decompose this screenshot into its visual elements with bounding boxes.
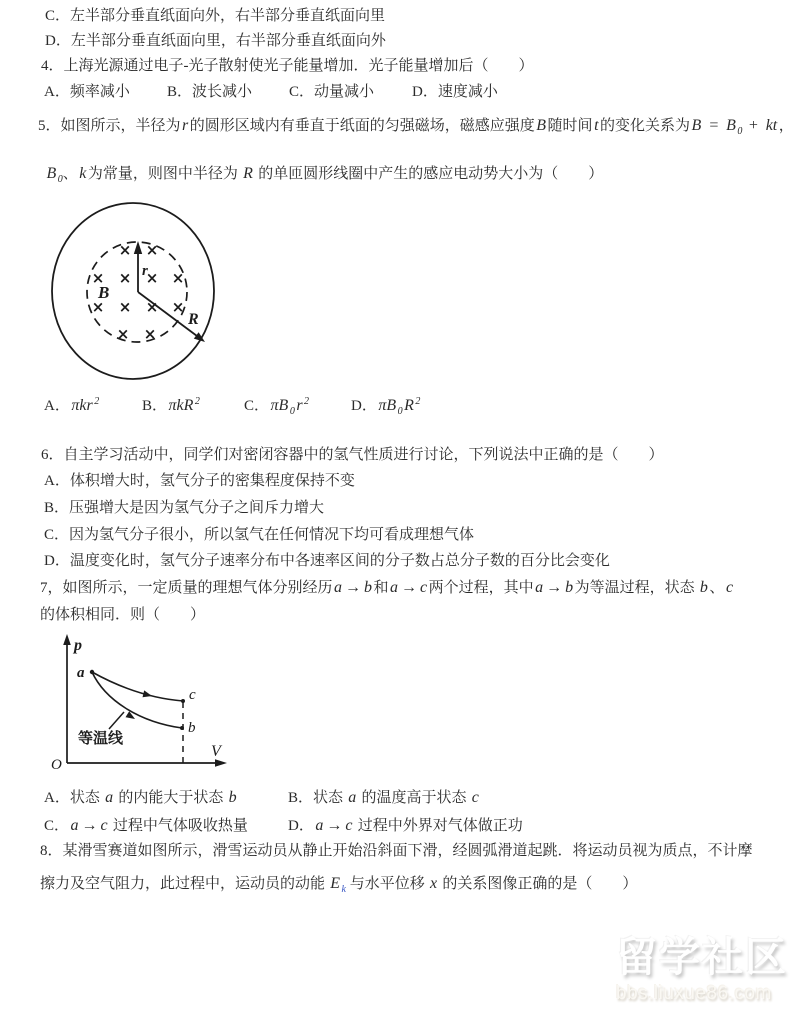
state-label-b: b xyxy=(188,720,196,736)
pv-diagram xyxy=(45,630,240,772)
question7-stem-line1: 7，如图所示，一定质量的理想气体分别经历a → b 和a → c 两个过程，其中a → b 为等温过程，状态 b 、c xyxy=(40,579,734,596)
cross-icon: × xyxy=(118,298,132,316)
arrowhead-a-to-c xyxy=(143,690,153,697)
cross-icon: × xyxy=(91,298,105,316)
question5-option-b: B．πkR $^2$ xyxy=(142,396,200,414)
cross-icon: × xyxy=(145,241,159,259)
question6-option-a: A．体积增大时，氢气分子的密集程度保持不变 xyxy=(44,473,355,489)
cross-icon: × xyxy=(143,325,157,343)
cross-icon: × xyxy=(118,269,132,287)
question7-option-a: A．状态 a 的内能大于状态 b xyxy=(44,789,237,806)
question4-option-c: C．动量减小 xyxy=(289,84,375,100)
question6-option-b: B．压强增大是因为氢气分子之间斥力增大 xyxy=(44,500,325,516)
question5-option-a: A．πkr $^2$ xyxy=(44,396,100,414)
pressure-axis xyxy=(63,634,71,763)
pressure-axis-label: p xyxy=(74,637,82,654)
volume-axis-label: V xyxy=(211,743,221,760)
radius-label-r: r xyxy=(142,263,148,279)
magnetic-field-diagram xyxy=(48,196,220,386)
state-point-b xyxy=(180,726,184,730)
cross-icon: × xyxy=(116,325,130,343)
question5-stem-line1: 5．如图所示，半径为r 的圆形区域内有垂直于纸面的匀强磁场，磁感应强度B 随时间t 的变化关系为B = B $_0$ + kt ， xyxy=(38,117,794,137)
question4-option-b: B．波长减小 xyxy=(167,84,253,100)
isotherm-pointer-line xyxy=(109,712,124,729)
question6-stem: 6．自主学习活动中，同学们对密闭容器中的氢气性质进行讨论，下列说法中正确的是（ ） xyxy=(41,447,664,463)
question6-option-c: C．因为氢气分子很小，所以氢气在任何情况下均可看成理想气体 xyxy=(44,527,475,543)
volume-axis xyxy=(67,759,227,767)
question7-option-b: B．状态 a 的温度高于状态 c xyxy=(288,789,479,806)
cross-icon: × xyxy=(118,241,132,259)
question3-option-c: C．左半部分垂直纸面向外，右半部分垂直纸面向里 xyxy=(45,8,386,24)
watermark-site-name: 留学社区 xyxy=(616,934,788,980)
question5-option-c: C．πB $_0$r $^2$ xyxy=(244,396,310,417)
isotherm-label: 等温线 xyxy=(78,731,124,747)
question8-stem-line2: 擦力及空气阻力，此过程中，运动员的动能 E $_k$ 与水平位移 x 的关系图像正确的是（ ） xyxy=(40,875,638,895)
cross-icon: × xyxy=(145,269,159,287)
coil-outer-circle xyxy=(52,203,214,379)
cross-icon: × xyxy=(171,298,185,316)
question6-option-d: D．温度变化时，氢气分子速率分布中各速率区间的分子数占总分子数的百分比会变化 xyxy=(44,553,610,569)
state-point-a xyxy=(90,670,94,674)
question7-stem-line2: 的体积相同．则（ ） xyxy=(40,607,206,623)
process-curve-a-to-c xyxy=(92,672,183,701)
question7-option-c: C．a → c 过程中气体吸收热量 xyxy=(44,817,248,834)
cross-icon: × xyxy=(145,298,159,316)
cross-icon: × xyxy=(171,269,185,287)
site-watermark xyxy=(616,932,806,1005)
question4-stem: 4．上海光源通过电子-光子散射使光子能量增加．光子能量增加后（ ） xyxy=(41,58,534,74)
question7-option-d: D．a → c 过程中外界对气体做正功 xyxy=(288,817,523,834)
field-label-B: B xyxy=(98,283,110,302)
cross-icon: × xyxy=(91,269,105,287)
inner-radius-arrow xyxy=(134,241,142,292)
state-point-c xyxy=(181,699,185,703)
question4-option-d: D．速度减小 xyxy=(412,84,498,100)
radius-label-R: R xyxy=(188,311,199,328)
watermark-site-url: bbs.liuxue86.com xyxy=(616,983,772,1004)
origin-label: O xyxy=(51,757,62,772)
question5-option-d: D．πB $_0$R $^2$ xyxy=(351,396,421,417)
question4-option-a: A．频率减小 xyxy=(44,84,130,100)
state-label-a: a xyxy=(77,665,85,681)
question5-stem-line2: B $_0$、k 为常量，则图中半径为 R 的单匝圆形线圈中产生的感应电动势大小为（ ） xyxy=(46,165,604,185)
question3-option-d: D．左半部分垂直纸面向里，右半部分垂直纸面向外 xyxy=(45,33,386,49)
state-label-c: c xyxy=(189,687,196,703)
question8-stem-line1: 8．某滑雪赛道如图所示，滑雪运动员从静止开始沿斜面下滑，经圆弧滑道起跳．将运动员视为质点，不计摩 xyxy=(40,843,753,859)
